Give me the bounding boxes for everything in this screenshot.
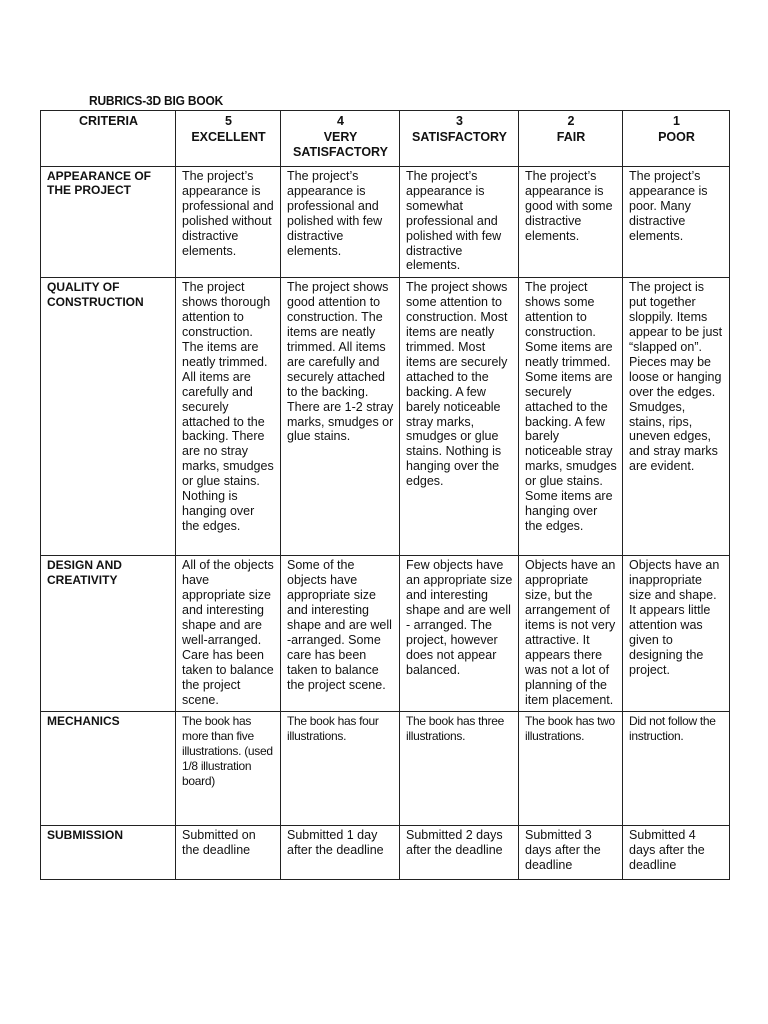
criterion-cell xyxy=(41,167,176,278)
criterion-label: DESIGN AND CREATIVITY xyxy=(47,558,122,587)
level-label: POOR xyxy=(658,129,695,144)
level-score: 1 xyxy=(673,114,680,128)
criterion-cell xyxy=(41,278,176,556)
criterion-label: MECHANICS xyxy=(47,714,120,729)
rubric-cell: Few objects have an appropriate size and interesting shape and are well - arranged. The project, however does not appear balanced. xyxy=(400,556,519,712)
rubric-cell: Objects have an inappropriate size and shape. It appears little attention was given to designing the project. xyxy=(623,556,730,712)
level-header-2 xyxy=(519,111,623,167)
rubric-cell: The project shows some attention to construction. Most items are neatly trimmed. Most items are securely attached to the backing. A few barely noticeable stray marks, smudges or glue stains. Nothing is hanging over the edges. xyxy=(400,278,519,556)
level-label: FAIR xyxy=(556,129,586,144)
level-header-5 xyxy=(176,111,281,167)
rubric-cell: The project shows some attention to construction. Some items are neatly trimmed. Some items are securely attached to the backing. A few barely noticeable stray marks, smudges or glue stains. Some items are hanging over the edges. xyxy=(519,278,623,556)
rubric-cell: All of the objects have appropriate size and interesting shape and are well-arranged. Care has been taken to balance the project scene. xyxy=(176,556,281,712)
rubric-cell: The project’s appearance is professional and polished without distractive elements. xyxy=(176,167,281,278)
rubric-cell: Did not follow the instruction. xyxy=(623,712,730,826)
rubric-cell: Submitted 3 days after the deadline xyxy=(519,826,623,880)
rubric-cell: The project’s appearance is professional and polished with few distractive elements. xyxy=(281,167,400,278)
criterion-cell xyxy=(41,712,176,826)
header-row xyxy=(41,111,730,167)
rubric-cell: The project shows good attention to construction. The items are neatly trimmed. All items are carefully and securely attached to the backing. There are 1-2 stray marks, smudges or glue stains. xyxy=(281,278,400,556)
level-score: 5 xyxy=(225,114,232,128)
rubric-cell: The project’s appearance is somewhat professional and polished with few distractive elements. xyxy=(400,167,519,278)
rubric-cell: Submitted 1 day after the deadline xyxy=(281,826,400,880)
rubric-row-submission xyxy=(41,826,730,880)
criterion-cell xyxy=(41,826,176,880)
rubric-cell: The book has more than five illustrations. (used 1/8 illustration board) xyxy=(176,712,281,826)
level-header-4 xyxy=(281,111,400,167)
level-header-3 xyxy=(400,111,519,167)
rubric-cell: The book has four illustrations. xyxy=(281,712,400,826)
rubric-cell: Submitted 2 days after the deadline xyxy=(400,826,519,880)
rubric-row-construction xyxy=(41,278,730,556)
document-title: RUBRICS-3D BIG BOOK xyxy=(89,93,224,108)
level-label: SATISFACTORY xyxy=(412,129,507,144)
level-score: 2 xyxy=(567,114,575,128)
rubric-cell: The project’s appearance is good with some distractive elements. xyxy=(519,167,623,278)
rubric-cell: The project’s appearance is poor. Many distractive elements. xyxy=(623,167,730,278)
rubric-cell: Submitted on the deadline xyxy=(176,826,281,880)
level-score: 4 xyxy=(337,114,344,128)
rubric-cell: Submitted 4 days after the deadline xyxy=(623,826,730,880)
rubric-row-appearance xyxy=(41,167,730,278)
rubric-row-mechanics xyxy=(41,712,730,826)
criterion-label: APPEARANCE OF THE PROJECT xyxy=(47,169,152,198)
level-score: 3 xyxy=(456,114,463,128)
rubric-cell: The book has three illustrations. xyxy=(400,712,519,826)
criterion-cell xyxy=(41,556,176,712)
rubric-cell: Some of the objects have appropriate size and interesting shape and are well -arranged. Some care has been taken to balance the project scene. xyxy=(281,556,400,712)
level-label: VERY SATISFACTORY xyxy=(293,129,388,159)
rubric-row-design xyxy=(41,556,730,712)
criterion-label: QUALITY OF CONSTRUCTION xyxy=(47,280,144,309)
criterion-label: SUBMISSION xyxy=(47,828,124,843)
rubric-cell: The project is put together sloppily. Items appear to be just “slapped on”. Pieces may be loose or hanging over the edges. Smudges, stains, rips, uneven edges, and stray marks are evident. xyxy=(623,278,730,556)
level-header-1 xyxy=(623,111,730,167)
criteria-header: CRITERIA xyxy=(41,111,176,167)
level-label: EXCELLENT xyxy=(191,129,266,144)
rubric-cell: The project shows thorough attention to construction. The items are neatly trimmed. All items are carefully and securely attached to the backing. There are no stray marks, smudges or glue stains. Nothing is hanging over the edges. xyxy=(176,278,281,556)
rubric-cell: Objects have an appropriate size, but the arrangement of items is not very attractive. It appears there was not a lot of planning of the item placement. xyxy=(519,556,623,712)
rubric-table xyxy=(40,110,730,880)
rubric-cell: The book has two illustrations. xyxy=(519,712,623,826)
